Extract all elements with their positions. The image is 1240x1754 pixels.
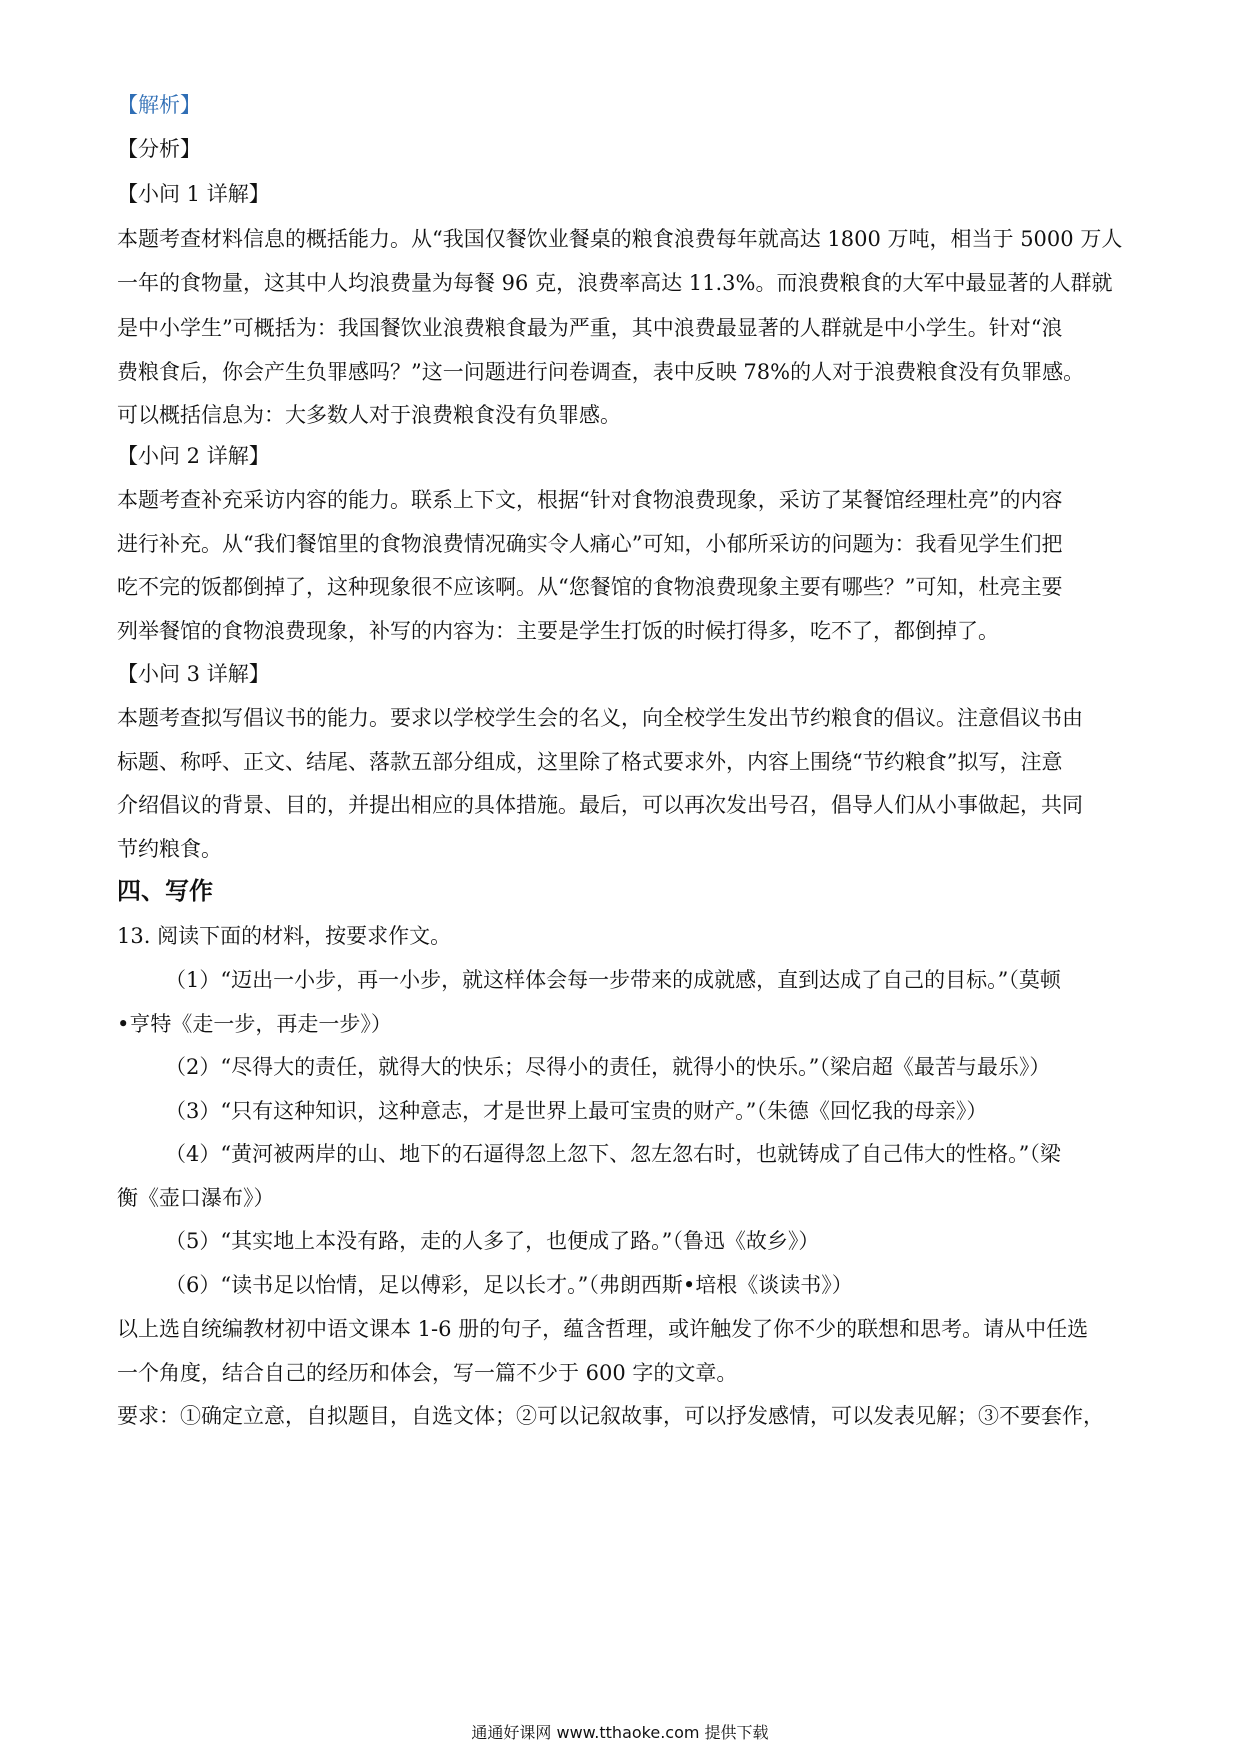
q3-line: 节约粮食。 (117, 837, 222, 861)
quote-3: （3）“只有这种知识，这种意志，才是世界上最可宝贵的财产。”（朱德《回忆我的母亲》） (165, 1099, 988, 1123)
q2-line: 进行补充。从“我们餐馆里的食物浪费情况确实令人痛心”可知，小郁所采访的问题为：我看见学生们把 (117, 532, 1063, 556)
q1-line: 一年的食物量，这其中人均浪费量为每餐 96 克，浪费率高达 11.3%。而浪费粮食的大军中最显著的人群就 (117, 271, 1113, 295)
quote-1: （1）“迈出一小步，再一小步，就这样体会每一步带来的成就感，直到达成了自己的目标。”（莫顿 (165, 968, 1061, 992)
q1-line: 本题考查材料信息的概括能力。从“我国仅餐饮业餐桌的粮食浪费每年就高达 1800 万吨，相当于 5000 万人 (117, 227, 1123, 251)
q3-line: 本题考查拟写倡议书的能力。要求以学校学生会的名义，向全校学生发出节约粮食的倡议。注意倡议书由 (117, 706, 1083, 730)
quote-6: （6）“读书足以怡情，足以傅彩，足以长才。”（弗朗西斯•培根《谈读书》） (165, 1273, 853, 1297)
writing-question: 13. 阅读下面的材料，按要求作文。 (117, 924, 452, 948)
quote-4: （4）“黄河被两岸的山、地下的石逼得忽上忽下、忽左忽右时，也就铸成了自己伟大的性格。”（梁 (165, 1142, 1061, 1166)
q3-line: 标题、称呼、正文、结尾、落款五部分组成，这里除了格式要求外，内容上围绕“节约粮食”拟写，注意 (117, 750, 1063, 774)
q1-line: 费粮食后，你会产生负罪感吗？”这一问题进行问卷调查，表中反映 78%的人对于浪费粮食没有负罪感。 (117, 360, 1085, 384)
instruction-line: 以上选自统编教材初中语文课本 1-6 册的句子，蕴含哲理，或许触发了你不少的联想和思考。请从中任选 (117, 1317, 1089, 1341)
q1-line: 是中小学生”可概括为：我国餐饮业浪费粮食最为严重，其中浪费最显著的人群就是中小学生。针对“浪 (117, 316, 1063, 340)
q2-line: 吃不完的饭都倒掉了，这种现象很不应该啊。从“您餐馆的食物浪费现象主要有哪些？”可知，杜亮主要 (117, 575, 1063, 599)
quote-2: （2）“尽得大的责任，就得大的快乐；尽得小的责任，就得小的快乐。”（梁启超《最苦与最乐》） (165, 1055, 1051, 1079)
quote-5: （5）“其实地上本没有路，走的人多了，也便成了路。”（鲁迅《故乡》） (165, 1229, 820, 1253)
q2-line: 本题考查补充采访内容的能力。联系上下文，根据“针对食物浪费现象，采访了某餐馆经理杜亮”的内容 (117, 488, 1063, 512)
q2-heading: 【小问 2 详解】 (117, 444, 270, 468)
instruction-line: 一个角度，结合自己的经历和体会，写一篇不少于 600 字的文章。 (117, 1361, 738, 1385)
quote-4-cont: 衡《壶口瀑布》） (117, 1186, 275, 1210)
section-title: 四、写作 (117, 877, 213, 905)
q3-line: 介绍倡议的背景、目的，并提出相应的具体措施。最后，可以再次发出号召，倡导人们从小事做起，共同 (117, 793, 1083, 817)
quote-1-cont: •亨特《走一步，再走一步》） (117, 1012, 392, 1036)
analysis-label: 【解析】 (117, 93, 201, 117)
q3-heading: 【小问 3 详解】 (117, 662, 270, 686)
q1-line: 可以概括信息为：大多数人对于浪费粮食没有负罪感。 (117, 403, 621, 427)
q1-heading: 【小问 1 详解】 (117, 182, 270, 206)
footer-watermark: 通通好课网 www.tthaoke.com 提供下载 (471, 1723, 769, 1742)
q2-line: 列举餐馆的食物浪费现象，补写的内容为：主要是学生打饭的时候打得多，吃不了，都倒掉了。 (117, 619, 999, 643)
requirements-line: 要求：①确定立意，自拟题目，自选文体；②可以记叙故事，可以抒发感情，可以发表见解；③不要套作， (117, 1404, 1104, 1428)
fenxi-label: 【分析】 (117, 137, 201, 161)
